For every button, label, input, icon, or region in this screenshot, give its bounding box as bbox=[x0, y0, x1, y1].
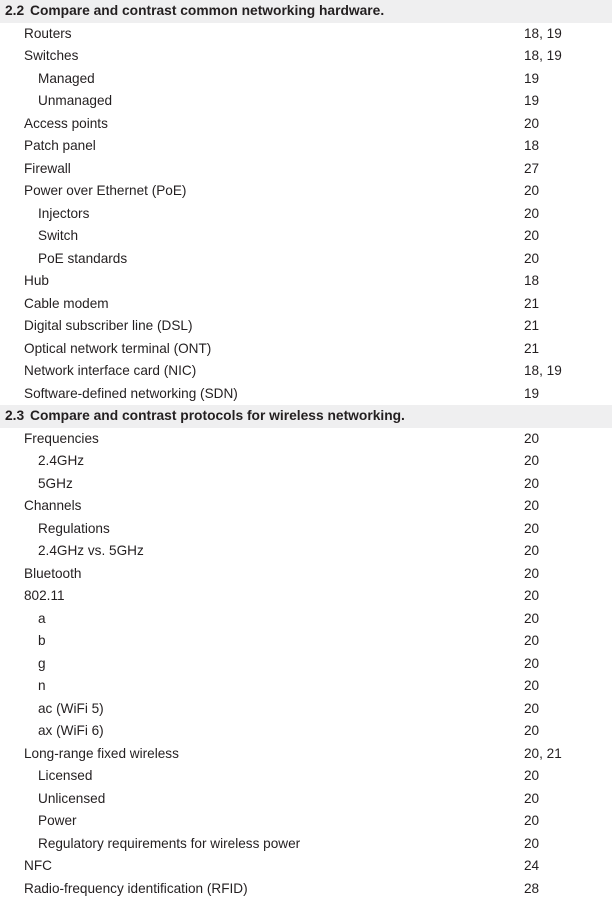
toc-item-page-number: 20 bbox=[524, 790, 540, 806]
toc-item-page-number: 20 bbox=[524, 723, 540, 739]
toc-item-page-number: 21 bbox=[524, 295, 540, 311]
section-header bbox=[0, 0, 612, 23]
toc-row bbox=[0, 518, 612, 541]
toc-item-label: b bbox=[38, 633, 46, 649]
toc-row bbox=[0, 248, 612, 271]
toc-item-page-number: 18, 19 bbox=[524, 48, 562, 64]
toc-item-label: Unlicensed bbox=[38, 790, 106, 806]
toc-row bbox=[0, 225, 612, 248]
toc-item-page-number: 20 bbox=[524, 813, 540, 829]
toc-row bbox=[0, 360, 612, 383]
toc-item-page-number: 20 bbox=[524, 183, 540, 199]
toc-row bbox=[0, 338, 612, 361]
toc-row bbox=[0, 315, 612, 338]
toc-row bbox=[0, 293, 612, 316]
toc-item-page-number: 20 bbox=[524, 678, 540, 694]
toc-item-label: Frequencies bbox=[24, 430, 99, 446]
toc-item-label: NFC bbox=[24, 858, 52, 874]
toc-item-page-number: 20 bbox=[524, 610, 540, 626]
toc-item-label: Network interface card (NIC) bbox=[24, 363, 197, 379]
toc-item-page-number: 18, 19 bbox=[524, 363, 562, 379]
toc-item-label: Patch panel bbox=[24, 138, 96, 154]
toc-item-label: Unmanaged bbox=[38, 93, 113, 109]
toc-item-page-number: 20 bbox=[524, 250, 540, 266]
toc-item-page-number: 20 bbox=[524, 475, 540, 491]
toc-item-label: Long-range fixed wireless bbox=[24, 745, 179, 761]
toc-item-label: 5GHz bbox=[38, 475, 73, 491]
toc-row bbox=[0, 135, 612, 158]
section-title: Compare and contrast protocols for wireless networking. bbox=[30, 408, 405, 424]
toc-item-page-number: 20 bbox=[524, 520, 540, 536]
toc-item-page-number: 24 bbox=[524, 858, 540, 874]
toc-row bbox=[0, 563, 612, 586]
toc-item-page-number: 20 bbox=[524, 115, 540, 131]
toc-item-label: Software-defined networking (SDN) bbox=[24, 385, 238, 401]
toc-row bbox=[0, 45, 612, 68]
toc-item-page-number: 19 bbox=[524, 93, 540, 109]
toc-row bbox=[0, 653, 612, 676]
toc-row bbox=[0, 180, 612, 203]
toc-row bbox=[0, 113, 612, 136]
toc-item-label: Radio-frequency identification (RFID) bbox=[24, 880, 248, 896]
section-number: 2.3 bbox=[5, 408, 25, 424]
toc-row bbox=[0, 473, 612, 496]
toc-row bbox=[0, 428, 612, 451]
toc-row bbox=[0, 765, 612, 788]
toc-row bbox=[0, 23, 612, 46]
toc-item-label: Regulations bbox=[38, 520, 110, 536]
toc-row bbox=[0, 675, 612, 698]
toc-row bbox=[0, 788, 612, 811]
toc-item-label: ac (WiFi 5) bbox=[38, 700, 104, 716]
toc-item-label: Digital subscriber line (DSL) bbox=[24, 318, 193, 334]
toc-item-page-number: 18, 19 bbox=[524, 25, 562, 41]
toc-row bbox=[0, 810, 612, 833]
toc-row bbox=[0, 720, 612, 743]
toc-item-label: Bluetooth bbox=[24, 565, 82, 581]
toc-row bbox=[0, 878, 612, 900]
toc-item-label: 2.4GHz bbox=[38, 453, 85, 469]
section-number: 2.2 bbox=[5, 3, 25, 19]
toc-item-page-number: 20 bbox=[524, 633, 540, 649]
toc-item-label: Access points bbox=[24, 115, 108, 131]
toc-row bbox=[0, 855, 612, 878]
section-title: Compare and contrast common networking hardware. bbox=[30, 3, 385, 19]
toc-item-label: a bbox=[38, 610, 46, 626]
toc-item-page-number: 20 bbox=[524, 565, 540, 581]
toc-item-page-number: 21 bbox=[524, 340, 540, 356]
toc-item-page-number: 20 bbox=[524, 205, 540, 221]
toc-item-page-number: 18 bbox=[524, 273, 540, 289]
toc-item-page-number: 19 bbox=[524, 70, 540, 86]
toc-item-label: g bbox=[38, 655, 46, 671]
toc-row bbox=[0, 450, 612, 473]
toc-item-label: Power bbox=[38, 813, 77, 829]
toc-item-label: Licensed bbox=[38, 768, 93, 784]
toc-row bbox=[0, 158, 612, 181]
toc-item-label: 802.11 bbox=[24, 588, 65, 604]
toc-item-page-number: 20 bbox=[524, 543, 540, 559]
toc-row bbox=[0, 630, 612, 653]
toc-item-label: ax (WiFi 6) bbox=[38, 723, 104, 739]
toc-item-label: Optical network terminal (ONT) bbox=[24, 340, 212, 356]
toc-item-page-number: 20 bbox=[524, 498, 540, 514]
toc-item-label: Channels bbox=[24, 498, 82, 514]
toc-item-page-number: 20 bbox=[524, 228, 540, 244]
toc-row bbox=[0, 90, 612, 113]
toc-item-page-number: 18 bbox=[524, 138, 540, 154]
toc-row bbox=[0, 270, 612, 293]
toc-item-page-number: 20 bbox=[524, 835, 540, 851]
toc-item-page-number: 19 bbox=[524, 385, 540, 401]
toc-item-page-number: 20 bbox=[524, 768, 540, 784]
toc-row bbox=[0, 203, 612, 226]
toc-item-page-number: 20 bbox=[524, 655, 540, 671]
toc-row bbox=[0, 585, 612, 608]
toc-item-label: Regulatory requirements for wireless power bbox=[38, 835, 301, 851]
toc-item-label: 2.4GHz vs. 5GHz bbox=[38, 543, 144, 559]
toc-row bbox=[0, 698, 612, 721]
toc-item-label: PoE standards bbox=[38, 250, 128, 266]
toc-item-label: Routers bbox=[24, 25, 72, 41]
toc-item-page-number: 20 bbox=[524, 700, 540, 716]
toc-item-label: n bbox=[38, 678, 46, 694]
toc-row bbox=[0, 743, 612, 766]
toc-item-label: Power over Ethernet (PoE) bbox=[24, 183, 187, 199]
toc-item-label: Hub bbox=[24, 273, 49, 289]
toc-item-page-number: 20 bbox=[524, 453, 540, 469]
toc-item-page-number: 27 bbox=[524, 160, 540, 176]
toc-item-label: Cable modem bbox=[24, 295, 109, 311]
toc-item-label: Injectors bbox=[38, 205, 90, 221]
toc-row bbox=[0, 608, 612, 631]
toc-row bbox=[0, 68, 612, 91]
toc-item-page-number: 20, 21 bbox=[524, 745, 562, 761]
toc-item-page-number: 28 bbox=[524, 880, 540, 896]
toc-item-label: Managed bbox=[38, 70, 95, 86]
toc-item-label: Switches bbox=[24, 48, 79, 64]
toc-item-page-number: 20 bbox=[524, 430, 540, 446]
toc-row bbox=[0, 833, 612, 856]
toc-item-page-number: 20 bbox=[524, 588, 540, 604]
toc-row bbox=[0, 540, 612, 563]
section-header bbox=[0, 405, 612, 428]
toc-item-label: Firewall bbox=[24, 160, 71, 176]
toc-item-page-number: 21 bbox=[524, 318, 540, 334]
toc-row bbox=[0, 495, 612, 518]
toc-row bbox=[0, 383, 612, 406]
toc-item-label: Switch bbox=[38, 228, 79, 244]
